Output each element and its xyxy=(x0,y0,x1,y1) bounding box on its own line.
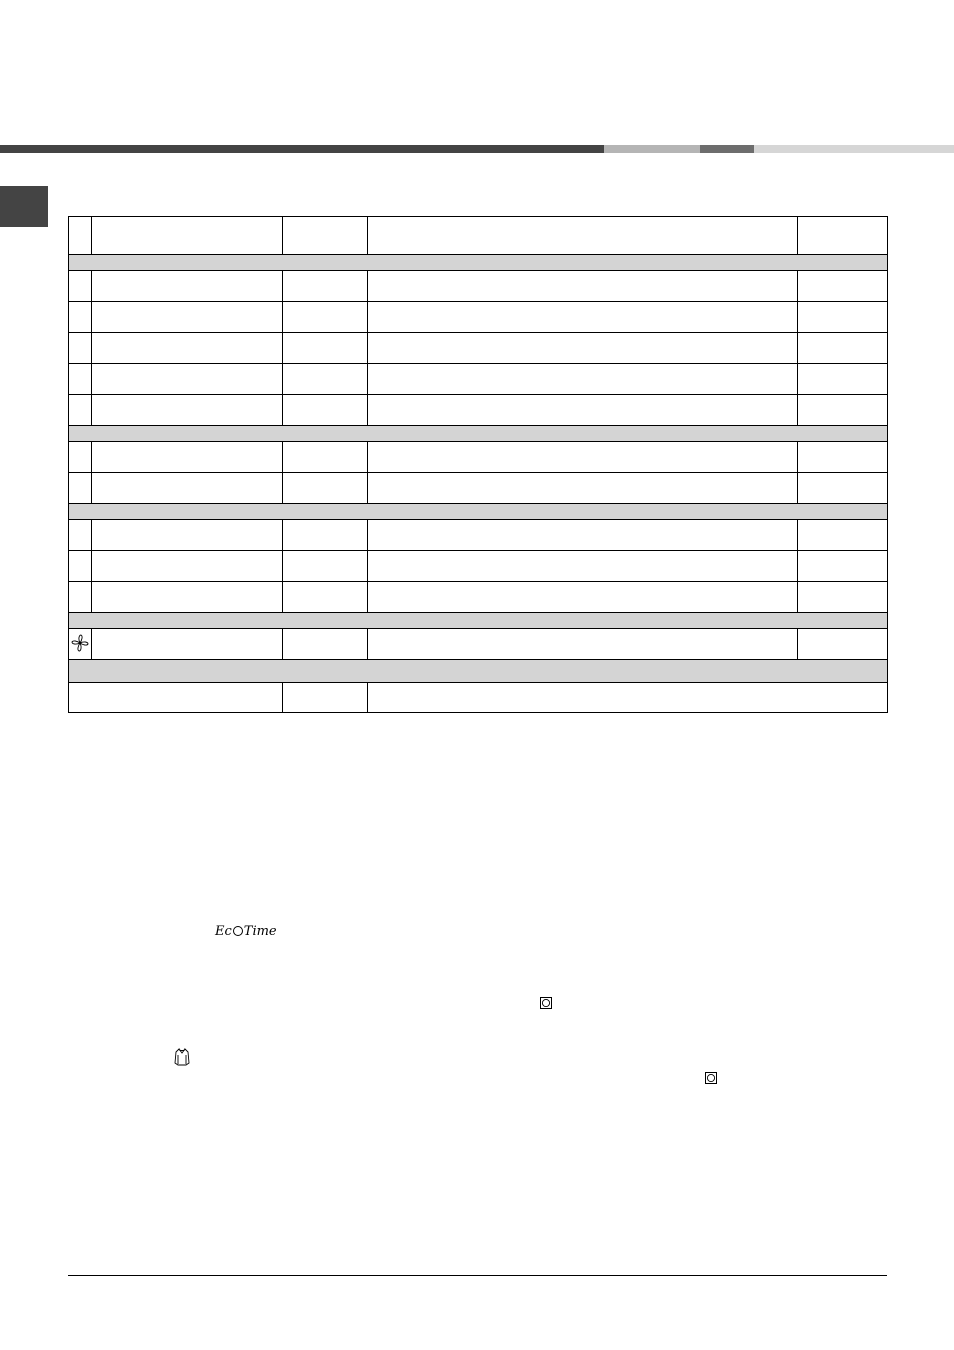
table-row xyxy=(69,271,888,302)
table-cell xyxy=(368,364,798,395)
table-cell xyxy=(283,271,368,302)
table-cell xyxy=(283,395,368,426)
table-cell xyxy=(798,217,888,255)
table-cell xyxy=(283,217,368,255)
table-section-row xyxy=(69,255,888,271)
table-cell xyxy=(92,395,283,426)
table-cell xyxy=(92,629,283,660)
table-cell xyxy=(283,582,368,613)
table-cell xyxy=(283,551,368,582)
table-cell xyxy=(92,333,283,364)
table-section-row xyxy=(69,660,888,683)
table-section-row xyxy=(69,426,888,442)
table-cell xyxy=(92,364,283,395)
table-cell xyxy=(368,302,798,333)
table-cell xyxy=(283,333,368,364)
table-cell xyxy=(798,551,888,582)
table-cell xyxy=(798,629,888,660)
table-cell xyxy=(69,613,888,629)
table-cell xyxy=(69,271,92,302)
table-row xyxy=(69,395,888,426)
table-row xyxy=(69,364,888,395)
ecotime-logo xyxy=(215,924,277,939)
table-cell xyxy=(69,442,92,473)
header-bar-pale xyxy=(754,145,954,153)
table-cell xyxy=(368,271,798,302)
ecotime-logo-clock xyxy=(233,926,243,936)
table-cell xyxy=(69,426,888,442)
table-cell xyxy=(368,683,888,713)
table-cell xyxy=(368,629,798,660)
table-cell xyxy=(69,364,92,395)
table-cell xyxy=(368,473,798,504)
ecotime-logo-pre: Ec xyxy=(215,924,232,939)
language-tab-marker xyxy=(0,186,48,227)
table-cell xyxy=(92,271,283,302)
table-cell xyxy=(798,364,888,395)
table-cell xyxy=(368,442,798,473)
table-cell xyxy=(69,660,888,683)
header-bar-mid xyxy=(700,145,754,153)
table-row xyxy=(69,302,888,333)
table-cell xyxy=(69,302,92,333)
table-cell xyxy=(69,683,283,713)
table-row xyxy=(69,333,888,364)
table-cell xyxy=(92,520,283,551)
table-cell xyxy=(69,504,888,520)
table-row xyxy=(69,442,888,473)
footer-rule xyxy=(68,1275,887,1276)
table-row xyxy=(69,582,888,613)
ecotime-logo-post: Time xyxy=(243,924,277,939)
table-cell xyxy=(368,217,798,255)
table-cell xyxy=(69,551,92,582)
table-cell xyxy=(69,629,92,660)
table-cell xyxy=(798,520,888,551)
header-bar-dark xyxy=(0,145,604,153)
table-row xyxy=(69,683,888,713)
table-cell xyxy=(283,683,368,713)
table-cell xyxy=(69,582,92,613)
table-cell xyxy=(69,395,92,426)
table-cell xyxy=(368,520,798,551)
table-cell xyxy=(92,582,283,613)
square-symbol-icon xyxy=(705,1072,717,1084)
programme-table xyxy=(68,216,888,713)
table-section-row xyxy=(69,613,888,629)
table-cell xyxy=(798,333,888,364)
table-cell xyxy=(69,333,92,364)
shirt-icon xyxy=(173,1047,191,1067)
table-section-row xyxy=(69,504,888,520)
table-cell xyxy=(798,395,888,426)
table-cell xyxy=(368,551,798,582)
table-cell xyxy=(798,582,888,613)
table-cell xyxy=(283,302,368,333)
table-cell xyxy=(69,520,92,551)
table-row xyxy=(69,629,888,660)
table-cell xyxy=(69,473,92,504)
header-bar-light xyxy=(604,145,700,153)
table-cell xyxy=(92,473,283,504)
table-cell xyxy=(92,442,283,473)
table-cell xyxy=(92,302,283,333)
table-row xyxy=(69,473,888,504)
table-row xyxy=(69,551,888,582)
table-row xyxy=(69,520,888,551)
table-header-row xyxy=(69,217,888,255)
table-cell xyxy=(798,271,888,302)
table-cell xyxy=(92,217,283,255)
table-cell xyxy=(283,442,368,473)
table-cell xyxy=(368,395,798,426)
table-cell xyxy=(798,442,888,473)
table-cell xyxy=(92,551,283,582)
table-cell xyxy=(283,520,368,551)
table-cell xyxy=(283,364,368,395)
table-cell xyxy=(368,333,798,364)
table-cell xyxy=(798,473,888,504)
table-cell xyxy=(283,473,368,504)
square-symbol-icon xyxy=(540,997,552,1009)
table-cell xyxy=(69,255,888,271)
table-cell xyxy=(283,629,368,660)
table-cell xyxy=(69,217,92,255)
table-cell xyxy=(368,582,798,613)
fan-icon xyxy=(70,633,90,653)
table-cell xyxy=(798,302,888,333)
